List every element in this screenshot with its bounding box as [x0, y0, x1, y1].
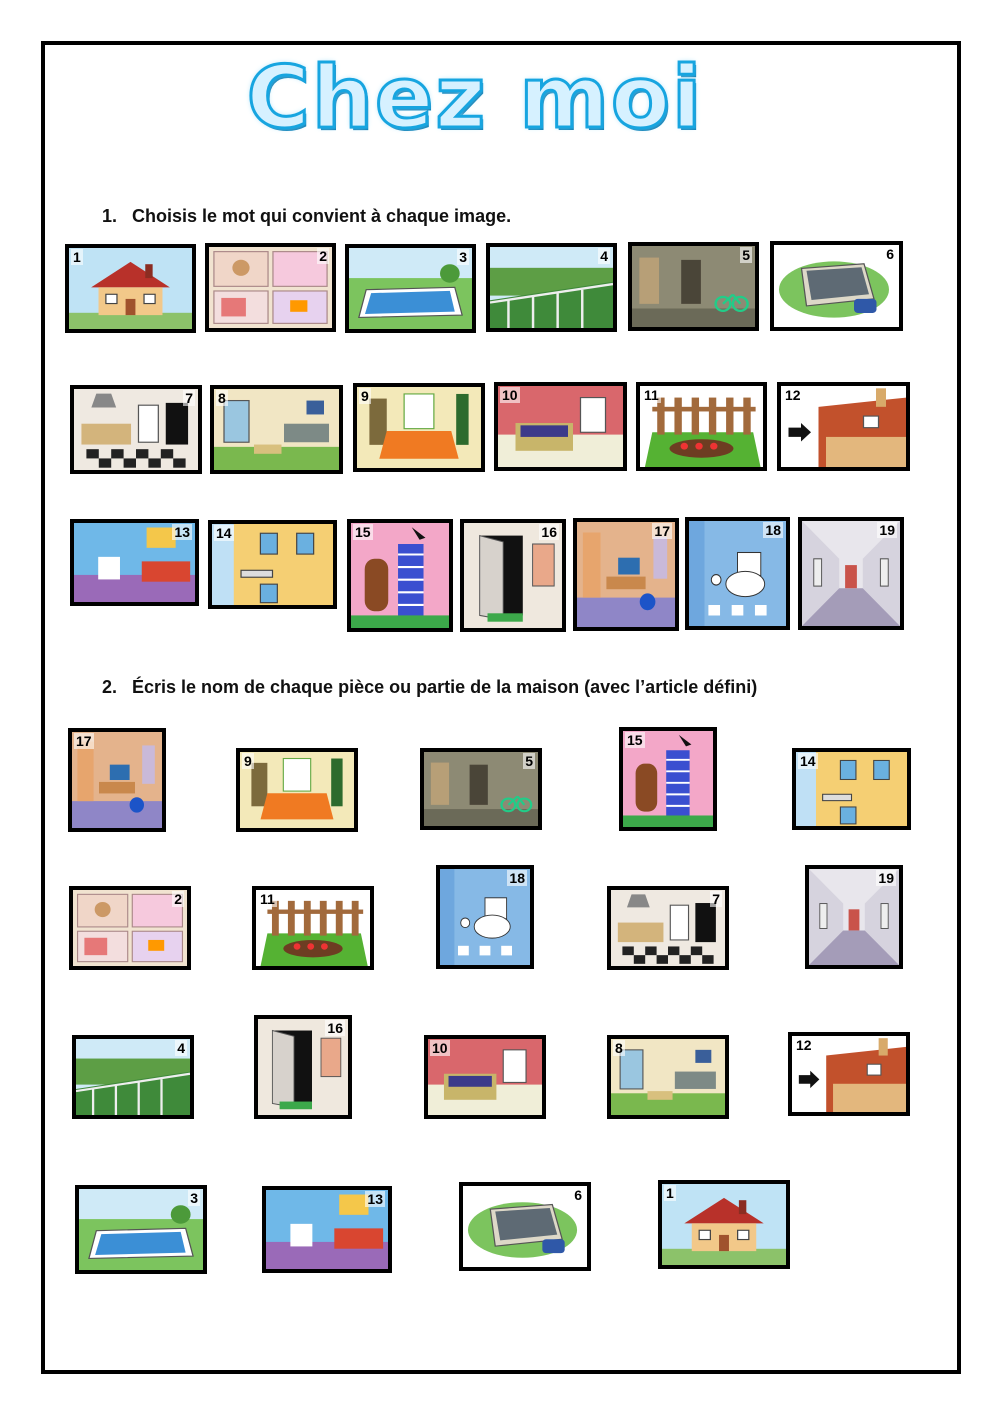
- picture-number: 9: [244, 753, 252, 769]
- garage-illustration: [463, 1186, 587, 1267]
- terrace-illustration: [490, 247, 613, 328]
- section2-picture-cellar: [420, 748, 542, 830]
- instruction-1-number: 1.: [102, 206, 118, 226]
- section2-picture-attic: [788, 1032, 910, 1116]
- picture-number: 4: [600, 248, 608, 264]
- section1-picture-toilet: [685, 517, 790, 630]
- section2-picture-livingroom: [607, 1035, 729, 1119]
- section1-picture-cellar: [628, 242, 759, 331]
- picture-number: 14: [216, 525, 232, 541]
- section1-picture-garage: [770, 241, 903, 331]
- section2-picture-floorplan: [69, 886, 191, 970]
- picture-number: 11: [644, 387, 659, 403]
- picture-number: 12: [796, 1037, 812, 1053]
- picture-number: 13: [367, 1191, 383, 1207]
- section2-picture-terrace: [72, 1035, 194, 1119]
- picture-number: 18: [765, 522, 781, 538]
- picture-number: 9: [361, 388, 369, 404]
- terrace-illustration: [76, 1039, 190, 1115]
- picture-number: 7: [185, 390, 193, 406]
- house-illustration: [662, 1184, 786, 1265]
- section2-picture-toilet: [436, 865, 534, 969]
- picture-number: 3: [459, 249, 467, 265]
- picture-number: 2: [174, 891, 182, 907]
- instruction-1-text: Choisis le mot qui convient à chaque image.: [132, 206, 512, 226]
- section2-picture-stairs: [619, 727, 717, 831]
- picture-number: 10: [502, 387, 518, 403]
- section1-picture-house: [65, 244, 196, 333]
- section2-picture-diningroom: [236, 748, 358, 832]
- cellar-illustration: [424, 752, 538, 826]
- picture-number: 19: [878, 870, 894, 886]
- section1-picture-garden: [636, 382, 767, 471]
- section1-picture-attic: [777, 382, 910, 471]
- pool-illustration: [349, 248, 472, 329]
- garage-illustration: [774, 245, 899, 327]
- picture-number: 17: [654, 523, 670, 539]
- picture-number: 1: [73, 249, 81, 265]
- picture-number: 5: [525, 753, 533, 769]
- section2-picture-hallway: [805, 865, 903, 969]
- picture-number: 14: [800, 753, 816, 769]
- picture-number: 15: [355, 524, 371, 540]
- picture-number: 8: [615, 1040, 623, 1056]
- section1-picture-livingroom: [210, 385, 343, 474]
- picture-number: 16: [327, 1020, 343, 1036]
- section1-picture-balcony: [208, 520, 337, 609]
- section1-picture-floorplan: [205, 243, 336, 332]
- picture-number: 7: [712, 891, 720, 907]
- section2-picture-balcony: [792, 748, 911, 830]
- kitchen-illustration: [74, 389, 198, 470]
- section1-picture-terrace: [486, 243, 617, 332]
- instruction-1: [102, 206, 511, 227]
- section1-picture-diningroom: [353, 383, 485, 472]
- livingroom-illustration: [611, 1039, 725, 1115]
- picture-number: 11: [260, 891, 275, 907]
- section1-picture-bathroom: [70, 519, 199, 606]
- section1-picture-kitchen: [70, 385, 202, 474]
- picture-number: 1: [666, 1185, 674, 1201]
- picture-number: 3: [190, 1190, 198, 1206]
- picture-number: 19: [879, 522, 895, 538]
- section2-picture-office: [68, 728, 166, 832]
- picture-number: 6: [574, 1187, 582, 1203]
- picture-number: 10: [432, 1040, 448, 1056]
- kitchen-illustration: [611, 890, 725, 966]
- section2-picture-bathroom: [262, 1186, 392, 1273]
- section1-picture-pool: [345, 244, 476, 333]
- floorplan-illustration: [209, 247, 332, 328]
- floorplan-illustration: [73, 890, 187, 966]
- section1-picture-bedroom: [494, 382, 627, 471]
- section1-picture-office: [573, 518, 679, 631]
- diningroom-illustration: [240, 752, 354, 828]
- picture-number: 5: [742, 247, 750, 263]
- section2-picture-pool: [75, 1185, 207, 1274]
- picture-number: 12: [785, 387, 801, 403]
- section2-picture-garden: [252, 886, 374, 970]
- picture-number: 2: [319, 248, 327, 264]
- picture-number: 18: [509, 870, 525, 886]
- diningroom-illustration: [357, 387, 481, 468]
- picture-number: 17: [76, 733, 92, 749]
- picture-number: 15: [627, 732, 643, 748]
- section1-picture-stairs: [347, 519, 453, 632]
- section2-picture-garage: [459, 1182, 591, 1271]
- cellar-illustration: [632, 246, 755, 327]
- section2-picture-bedroom: [424, 1035, 546, 1119]
- picture-number: 6: [886, 246, 894, 262]
- section2-picture-entrance: [254, 1015, 352, 1119]
- picture-number: 13: [174, 524, 190, 540]
- section1-picture-entrance: [460, 519, 566, 632]
- section1-picture-hallway: [798, 517, 904, 630]
- section2-picture-house: [658, 1180, 790, 1269]
- picture-number: 8: [218, 390, 226, 406]
- instruction-2: [102, 677, 757, 698]
- livingroom-illustration: [214, 389, 339, 470]
- section2-picture-kitchen: [607, 886, 729, 970]
- picture-number: 4: [177, 1040, 185, 1056]
- page-title: Chez moi: [246, 48, 704, 148]
- pool-illustration: [79, 1189, 203, 1270]
- instruction-2-number: 2.: [102, 677, 118, 697]
- instruction-2-text: Écris le nom de chaque pièce ou partie de la maison (avec l’article défini): [132, 677, 758, 697]
- picture-number: 16: [541, 524, 557, 540]
- house-illustration: [69, 248, 192, 329]
